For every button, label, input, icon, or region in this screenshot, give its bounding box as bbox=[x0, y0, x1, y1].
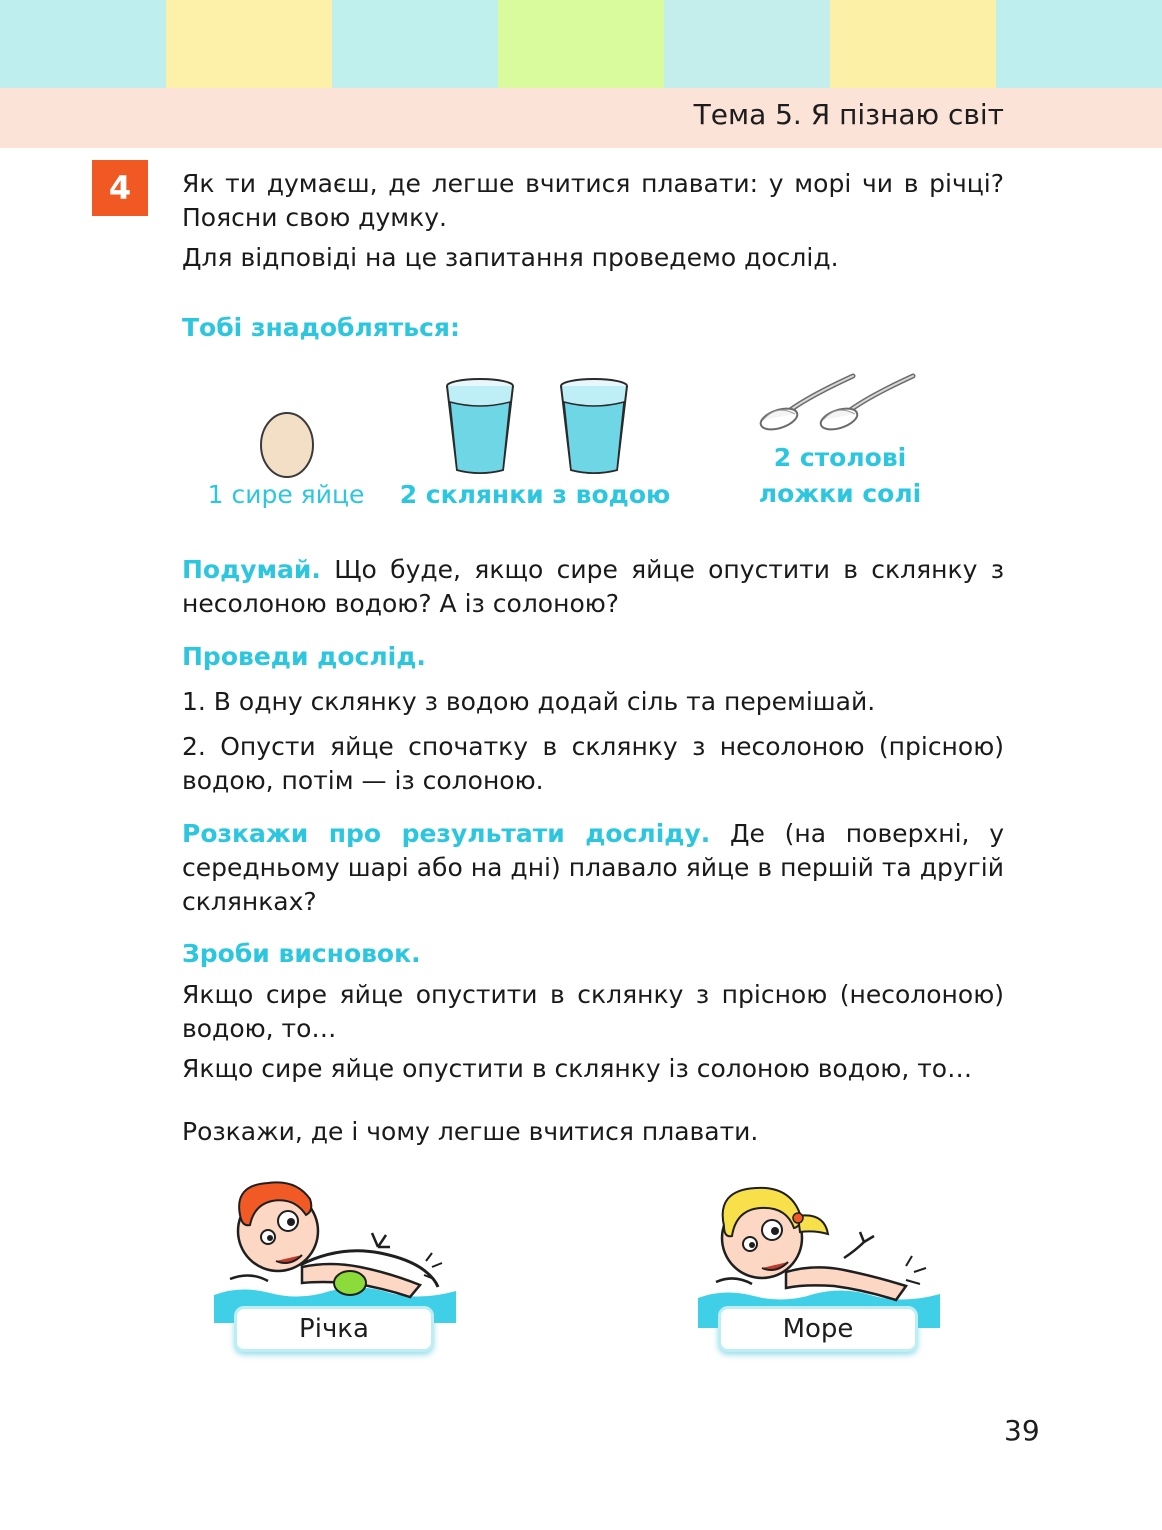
material-label-spoons bbox=[740, 440, 940, 512]
glass-of-water-icon bbox=[440, 376, 640, 476]
material-label-glasses: 2 склянки з водою bbox=[399, 480, 671, 509]
caption-river: Річка bbox=[234, 1306, 434, 1352]
conclusion-heading: Зроби висновок. bbox=[182, 939, 421, 968]
materials-heading: Тобі знадобляться: bbox=[182, 313, 460, 342]
stripe-3 bbox=[332, 0, 498, 88]
think-heading: Подумай. bbox=[182, 555, 321, 584]
stripe-2 bbox=[166, 0, 332, 88]
page-number: 39 bbox=[1004, 1414, 1040, 1447]
think-paragraph bbox=[182, 553, 1004, 621]
stripe-6 bbox=[830, 0, 996, 88]
results-text: Де (на поверхні, у середньому шарі або на дні) плавало яйце в першій та другій склянках? bbox=[182, 819, 1004, 916]
task-question: Як ти думаєш, де легше вчитися плавати: у морі чи в річці? Поясни свою думку. bbox=[182, 169, 1004, 232]
task-intro: Для відповіді на це запитання проведемо дослід. bbox=[182, 243, 839, 272]
spoon-of-salt-icon bbox=[755, 362, 920, 434]
task-number-badge: 4 bbox=[92, 160, 148, 216]
header-stripes bbox=[0, 0, 1162, 88]
conclusion-line-2: Якщо сире яйце опустити в склянку із солоною водою, то… bbox=[182, 1054, 973, 1083]
final-question: Розкажи, де і чому легше вчитися плавати. bbox=[182, 1117, 759, 1146]
stripe-1 bbox=[0, 0, 166, 88]
topic-title: Тема 5. Я пізнаю світ bbox=[693, 98, 1004, 131]
topic-bar bbox=[0, 88, 1162, 148]
experiment-heading: Проведи дослід. bbox=[182, 642, 426, 671]
conclusion-line-1: Якщо сире яйце опустити в склянку з прісною (несолоною) водою, то… bbox=[182, 980, 1004, 1043]
egg-icon bbox=[255, 408, 319, 480]
material-label-spoons-line1: 2 столові bbox=[773, 443, 907, 472]
material-label-egg: 1 сире яйце bbox=[207, 480, 365, 509]
stripe-4 bbox=[498, 0, 664, 88]
think-text: Що буде, якщо сире яйце опустити в склянку з несолоною водою? А із солоною? bbox=[182, 555, 1004, 618]
stripe-5 bbox=[664, 0, 830, 88]
material-label-spoons-line2: ложки солі bbox=[758, 479, 922, 508]
experiment-step-1: 1. В одну склянку з водою додай сіль та перемішай. bbox=[182, 687, 876, 716]
results-heading: Розкажи про результати досліду. bbox=[182, 819, 711, 848]
results-paragraph bbox=[182, 817, 1004, 919]
stripe-7 bbox=[996, 0, 1162, 88]
experiment-step-2: 2. Опусти яйце спочатку в склянку з несолоною (прісною) водою, потім — із солоною. bbox=[182, 732, 1004, 795]
caption-sea: Море bbox=[718, 1306, 918, 1352]
